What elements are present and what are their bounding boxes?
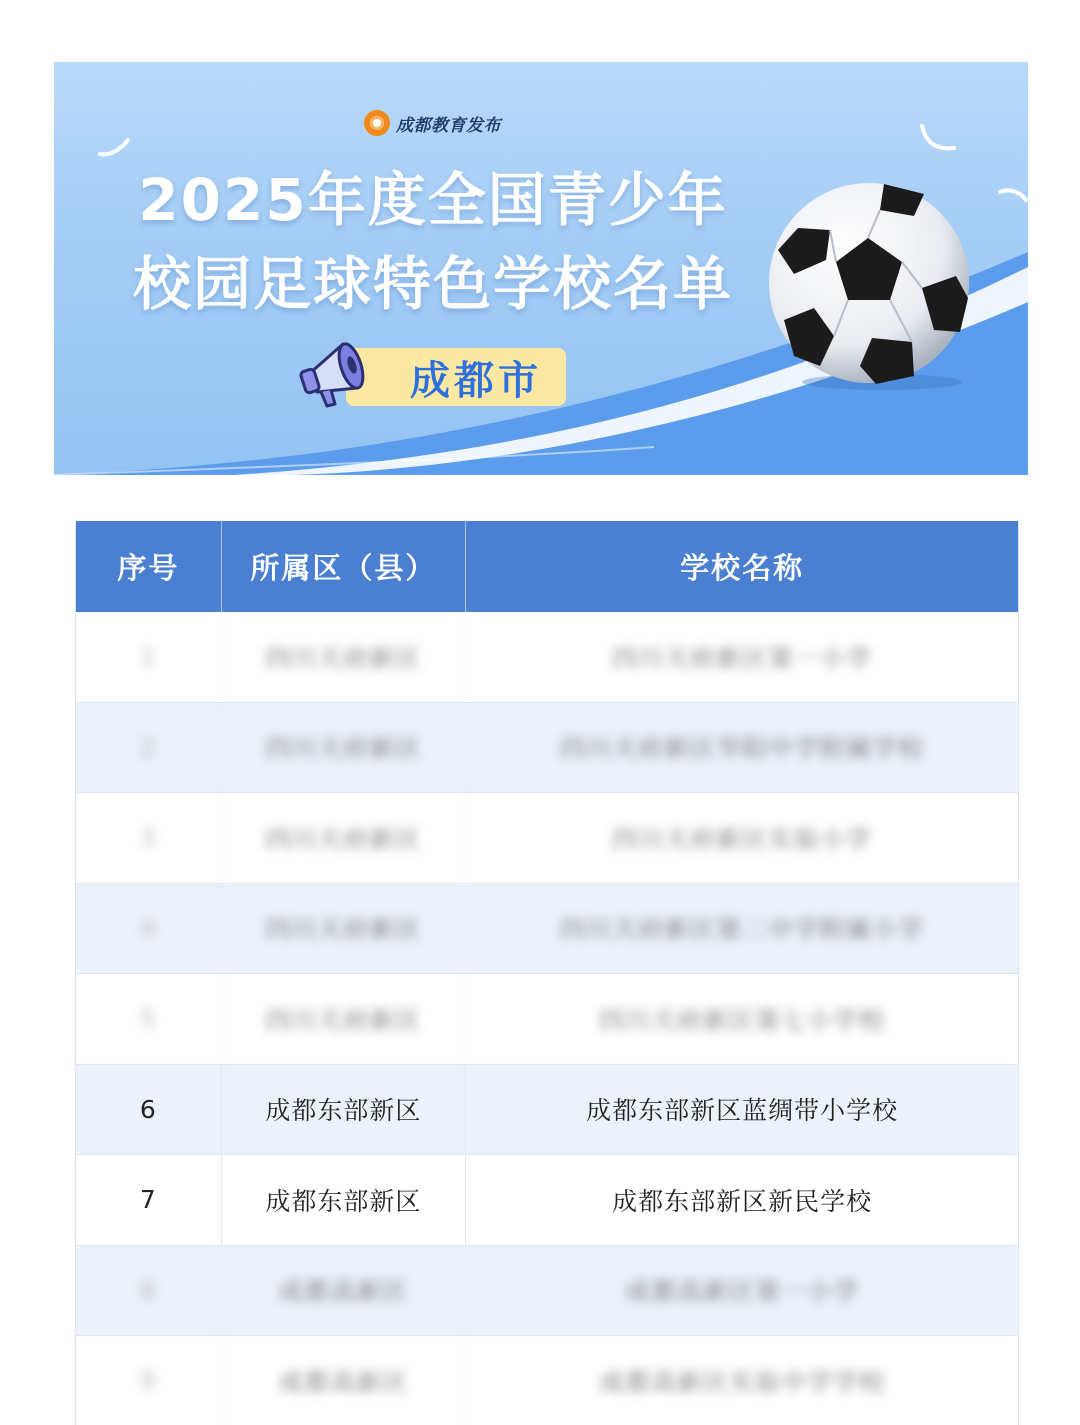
cell-school: 成都东部新区蓝绸带小学校 bbox=[586, 1096, 899, 1126]
source-name: 成都教育发布 bbox=[396, 115, 501, 136]
cell-school: 四川天府新区华阳中学附属学校 bbox=[560, 734, 925, 764]
table-row bbox=[76, 1155, 1018, 1246]
cell-index: 7 bbox=[76, 1155, 222, 1245]
cell-school: 四川天府新区第一小学 bbox=[612, 643, 873, 673]
cell-school: 成都高新区第一小学 bbox=[625, 1277, 860, 1307]
cell-index: 5 bbox=[76, 974, 222, 1064]
school-list-table bbox=[75, 521, 1019, 1425]
cell-school: 四川天府新区第七小学校 bbox=[599, 1005, 886, 1035]
cell-index: 1 bbox=[76, 612, 222, 702]
cell-school: 四川天府新区第二中学附属小学 bbox=[560, 915, 925, 945]
cell-district: 成都东部新区 bbox=[222, 1065, 466, 1155]
soccer-ball-icon bbox=[764, 180, 974, 390]
table-row bbox=[76, 612, 1018, 703]
cell-district: 四川天府新区 bbox=[222, 793, 466, 883]
cell-district: 成都东部新区 bbox=[222, 1155, 466, 1245]
cell-index: 8 bbox=[76, 1246, 222, 1336]
cell-district: 四川天府新区 bbox=[222, 703, 466, 793]
table-row bbox=[76, 703, 1018, 794]
cell-index: 2 bbox=[76, 703, 222, 793]
cell-index: 3 bbox=[76, 793, 222, 883]
header-index: 序号 bbox=[76, 521, 222, 612]
cell-school: 成都东部新区新民学校 bbox=[612, 1186, 873, 1216]
table-row bbox=[76, 793, 1018, 884]
header-district: 所属区（县） bbox=[222, 521, 466, 612]
cell-district: 成都高新区 bbox=[222, 1246, 466, 1336]
city-tag bbox=[346, 348, 566, 406]
megaphone-icon bbox=[299, 330, 375, 410]
table-header bbox=[76, 521, 1018, 612]
banner-image bbox=[54, 62, 1028, 475]
table-row bbox=[76, 1246, 1018, 1337]
source-logo-icon bbox=[364, 110, 390, 136]
banner-title-line1: 2025年度全国青少年 bbox=[138, 166, 728, 234]
cell-index: 9 bbox=[76, 1336, 222, 1425]
table-row bbox=[76, 1065, 1018, 1156]
source-badge bbox=[364, 110, 501, 136]
cell-school: 成都高新区实验中学学校 bbox=[599, 1367, 886, 1397]
confetti-right-icon bbox=[918, 122, 958, 156]
table-row bbox=[76, 974, 1018, 1065]
cell-index: 6 bbox=[76, 1065, 222, 1155]
banner-title-line2: 校园足球特色学校名单 bbox=[132, 250, 733, 318]
table-row bbox=[76, 1336, 1018, 1425]
table-row bbox=[76, 884, 1018, 975]
cell-district: 成都高新区 bbox=[222, 1336, 466, 1425]
city-label: 成都市 bbox=[410, 357, 542, 404]
confetti-edge-icon bbox=[998, 186, 1028, 212]
cell-district: 四川天府新区 bbox=[222, 884, 466, 974]
cell-index: 4 bbox=[76, 884, 222, 974]
cell-district: 四川天府新区 bbox=[222, 612, 466, 702]
cell-school: 四川天府新区实验小学 bbox=[612, 824, 873, 854]
confetti-left-icon bbox=[98, 138, 132, 158]
header-school-name: 学校名称 bbox=[680, 551, 805, 585]
cell-district: 四川天府新区 bbox=[222, 974, 466, 1064]
